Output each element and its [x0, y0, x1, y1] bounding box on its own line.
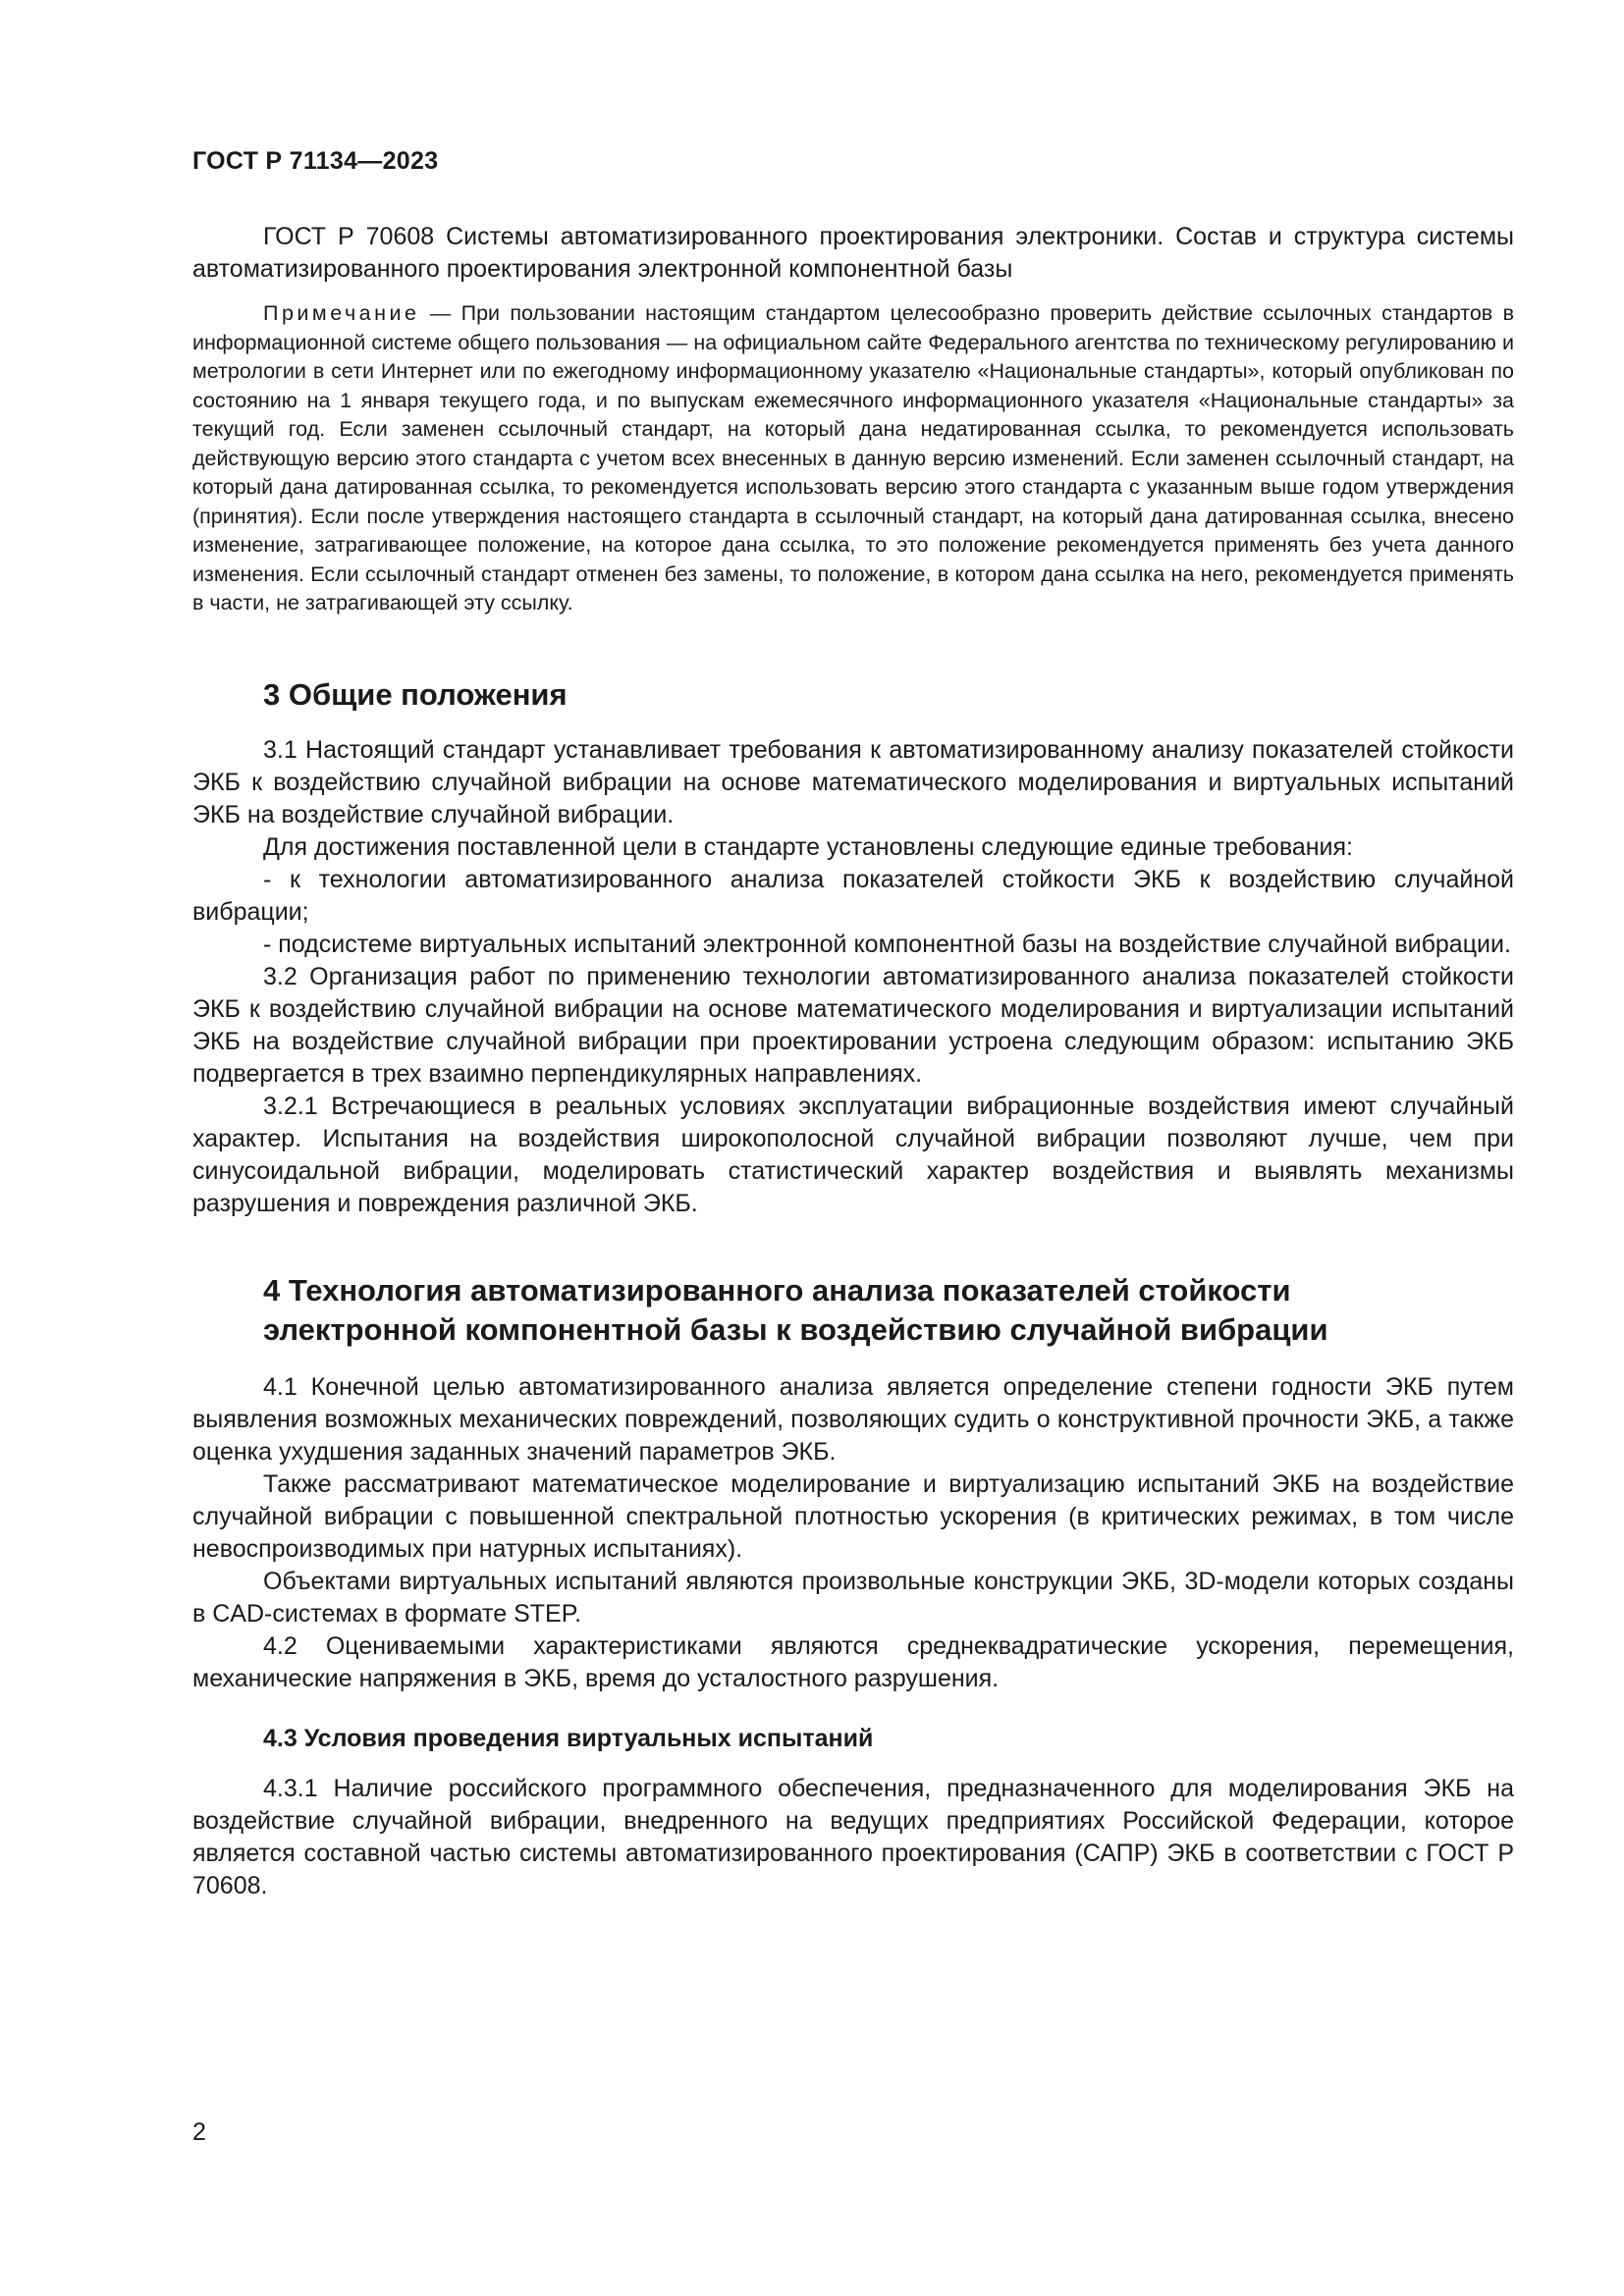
normative-reference: ГОСТ Р 70608 Системы автоматизированного проектирования электроники. Состав и структура системы автоматизированного проектирования электронной компонентной базы	[192, 223, 1514, 283]
list-item: - к технологии автоматизированного анализа показателей стойкости ЭКБ к воздействию случайной вибрации;	[192, 865, 1514, 926]
note-paragraph	[192, 299, 1514, 618]
note-label: Примечание	[263, 301, 420, 325]
paragraph-objects: Объектами виртуальных испытаний являются произвольные конструкции ЭКБ, 3D-модели которых созданы в CAD-системах в формате STEP.	[192, 1567, 1514, 1628]
section-4-heading	[192, 1271, 1514, 1350]
paragraph-3-1: 3.1 Настоящий стандарт устанавливает требования к автоматизированному анализу показателей стойкости ЭКБ к воздействию случайной вибрации на основе математического моделирования и виртуальных испытаний ЭКБ на воздействие случайной вибрации.	[192, 735, 1514, 828]
paragraph-4-2: 4.2 Оцениваемыми характеристиками являются среднеквадратические ускорения, перемещения, механические напряжения в ЭКБ, время до усталостного разрушения.	[192, 1631, 1514, 1692]
paragraph-4-3-1: 4.3.1 Наличие российского программного обеспечения, предназначенного для моделирования ЭКБ на воздействие случайной вибрации, внедренного на ведущих предприятиях Российской Федерации, которое является составной частью системы автоматизированного проектирования (САПР) ЭКБ в соответствии с ГОСТ Р 70608.	[192, 1774, 1514, 1899]
section-4-heading-line2: электронной компонентной базы к воздействию случайной вибрации	[263, 1311, 1328, 1347]
subsection-4-3-heading: 4.3 Условия проведения виртуальных испытаний	[263, 1724, 874, 1752]
paragraph-goal: Для достижения поставленной цели в стандарте установлены следующие единые требования:	[263, 832, 1353, 861]
list-item: - подсистеме виртуальных испытаний электронной компонентной базы на воздействие случайной вибрации.	[263, 930, 1511, 958]
section-3-heading: 3 Общие положения	[263, 676, 568, 712]
note-text: — При пользовании настоящим стандартом целесообразно проверить действие ссылочных стандартов в информационной системе общего пользования — на официальном сайте Федерального агентства по техническому регулированию и метрологии в сети Интернет или по ежегодному информационному указателю «Национальные стандарты», который опубликован по состоянию на 1 января текущего года, и по выпускам ежемесячного информационного указателя «Национальные стандарты» за текущий год. Если заменен ссылочный стандарт, на который дана недатированная ссылка, то рекомендуется использовать действующую версию этого стандарта с учетом всех внесенных в данную версию изменений. Если заменен ссылочный стандарт, на который дана датированная ссылка, то рекомендуется использовать версию этого стандарта с указанным выше годом утверждения (принятия). Если после утверждения настоящего стандарта в ссылочный стандарт, на который дана датированная ссылка, внесено изменение, затрагивающее положение, на которое дана ссылка, то это положение рекомендуется применять без учета данного изменения. Если ссылочный стандарт отменен без замены, то положение, в котором дана ссылка на него, рекомендуется применять в части, не затрагивающей эту ссылку.	[192, 301, 1514, 614]
paragraph-3-2-1: 3.2.1 Встречающиеся в реальных условиях эксплуатации вибрационные воздействия имеют случайный характер. Испытания на воздействия широкополосной случайной вибрации позволяют лучше, чем при синусоидальной вибрации, моделировать статистический характер воздействия и выявлять механизмы разрушения и повреждения различной ЭКБ.	[192, 1092, 1514, 1217]
document-header: ГОСТ Р 71134—2023	[192, 147, 439, 175]
paragraph-4-1: 4.1 Конечной целью автоматизированного анализа является определение степени годности ЭКБ путем выявления возможных механических повреждений, позволяющих судить о конструктивной прочности ЭКБ, а также оценка ухудшения заданных значений параметров ЭКБ.	[192, 1372, 1514, 1466]
section-4-heading-line1: 4 Технология автоматизированного анализа показателей стойкости	[263, 1272, 1291, 1308]
paragraph-also: Также рассматривают математическое моделирование и виртуализацию испытаний ЭКБ на воздействие случайной вибрации с повышенной спектральной плотностью ускорения (в критических режимах, в том числе невоспроизводимых при натурных испытаниях).	[192, 1469, 1514, 1563]
paragraph-3-2: 3.2 Организация работ по применению технологии автоматизированного анализа показателей стойкости ЭКБ к воздействию случайной вибрации на основе математического моделирования и виртуализации испытаний ЭКБ на воздействие случайной вибрации при проектировании устроена следующим образом: испытанию ЭКБ подвергается в трех взаимно перпендикулярных направлениях.	[192, 962, 1514, 1088]
note-block	[192, 299, 1514, 618]
document-body	[192, 221, 1514, 1902]
page-number: 2	[192, 2118, 206, 2146]
